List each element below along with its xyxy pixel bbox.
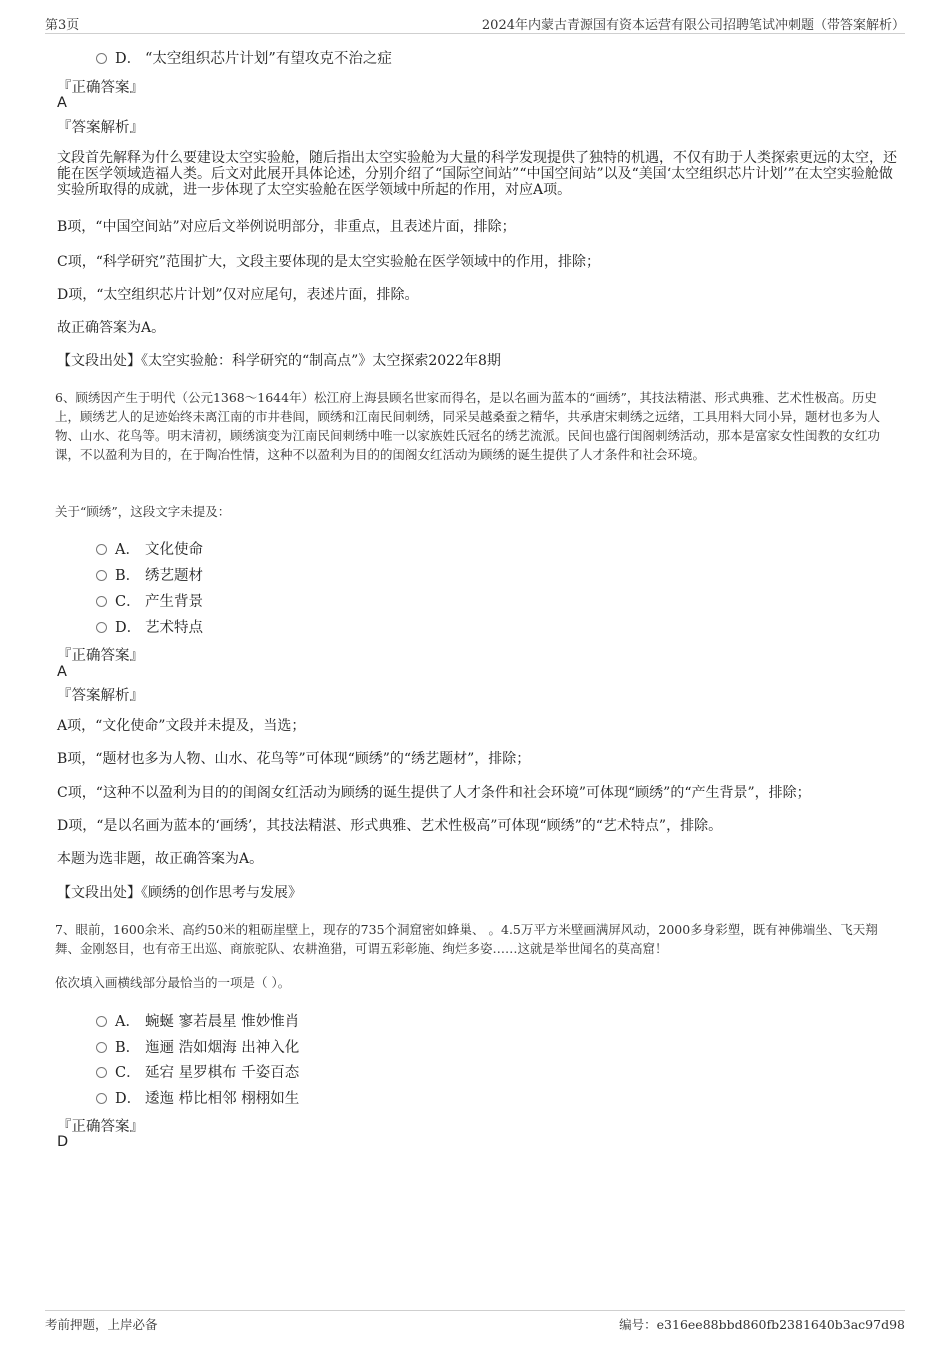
radio-icon[interactable] <box>96 1067 107 1078</box>
q6-analysis-a: A项，“文化使命”文段并未提及，当选； <box>57 718 306 734</box>
q5-answer-label: 『正确答案』 <box>57 80 144 96</box>
q7-option-d[interactable]: D． 逶迤 栉比相邻 栩栩如生 <box>96 1087 299 1108</box>
q6-option-b[interactable]: B． 绣艺题材 <box>96 564 203 585</box>
q5-source: 【文段出处】《太空实验舱：科学研究的“制高点”》太空探索2022年8期 <box>57 353 501 369</box>
q6-stem: 6、顾绣因产生于明代（公元1368～1644年）松江府上海县顾名世家而得名，是以名画为蓝本的“画绣”，其技法精湛、形式典雅、艺术性极高。历史上，顾绣艺人的足迹始终未离江南的市井巷闾，顾绣和江南民间刺绣，同采吴越桑蚕之精华，共承唐宋刺绣之远绪，工具用料大同小异，题材也多为人物、山水、花鸟等。明末清初，顾绣演变为江南民间刺绣中唯一以家族姓氏冠名的绣艺流派。民间也盛行闺阁刺绣活动，那本是富家女性闺教的女红功课，不以盈利为目的，在于陶冶性情，这种不以盈利为目的的闺阁女红活动为顾绣的诞生提供了人才条件和社会环境。 <box>55 390 881 462</box>
q5-conclusion: 故正确答案为A。 <box>57 320 166 336</box>
q6-analysis-d: D项，“是以名画为蓝本的‘画绣’，其技法精湛、形式典雅、艺术性极高”可体现“顾绣”的“艺术特点”，排除。 <box>57 818 723 834</box>
q5-analysis-d: D项，“太空组织芯片计划”仅对应尾句，表述片面，排除。 <box>57 287 419 303</box>
q7-question: 依次填入画横线部分最恰当的一项是（ ）。 <box>55 975 291 990</box>
radio-icon[interactable] <box>96 1042 107 1053</box>
q6-option-d[interactable]: D． 艺术特点 <box>96 616 203 637</box>
radio-icon[interactable] <box>96 570 107 581</box>
q6-answer: A <box>57 664 67 680</box>
q6-option-a[interactable]: A． 文化使命 <box>96 538 203 559</box>
q6-answer-label: 『正确答案』 <box>57 648 144 664</box>
q5-option-d[interactable]: D． “太空组织芯片计划”有望攻克不治之症 <box>96 47 392 68</box>
q6-option-c[interactable]: C． 产生背景 <box>96 590 203 611</box>
radio-icon[interactable] <box>96 1093 107 1104</box>
q7-option-a[interactable]: A． 蜿蜒 寥若晨星 惟妙惟肖 <box>96 1010 299 1031</box>
radio-icon[interactable] <box>96 544 107 555</box>
page-number: 第3页 <box>45 18 80 33</box>
q6-analysis-label: 『答案解析』 <box>57 688 144 704</box>
q5-analysis-c: C项，“科学研究”范围扩大，文段主要体现的是太空实验舱在医学领域中的作用，排除； <box>57 254 601 270</box>
document-id: 编号：e316ee88bbd860fb2381640b3ac97d98 <box>619 1317 905 1332</box>
radio-icon[interactable] <box>96 1016 107 1027</box>
q5-analysis-main: 文段首先解释为什么要建设太空实验舱，随后指出太空实验舱为大量的科学发现提供了独特的机遇，不仅有助于人类探索更远的太空，还能在医学领域造福人类。后文对此展开具体论述，分别介绍了“国际空间站”“中国空间站”以及“美国‘太空组织芯片计划’”在太空实验舱做实验所取得的成就，进一步体现了太空实验舱在医学领域中所起的作用，对应A项。 <box>57 150 897 198</box>
footer-slogan: 考前押题，上岸必备 <box>45 1317 158 1332</box>
q7-option-b[interactable]: B． 迤逦 浩如烟海 出神入化 <box>96 1036 299 1057</box>
page-footer <box>45 1310 905 1334</box>
q5-analysis-b: B项，“中国空间站”对应后文举例说明部分，非重点，且表述片面，排除； <box>57 219 516 235</box>
q7-answer-label: 『正确答案』 <box>57 1119 144 1135</box>
q6-analysis-c: C项，“这种不以盈利为目的的闺阁女红活动为顾绣的诞生提供了人才条件和社会环境”可体现“顾绣”的“产生背景”，排除； <box>57 785 811 801</box>
q5-answer: A <box>57 95 67 111</box>
q7-stem: 7、眼前，1600余米、高约50米的粗砺崖壁上，现存的735个洞窟密如蜂巢、 。4.5万平方米壁画满屏风动，2000多身彩塑，既有神佛端坐、飞天翔舞、金刚怒目，也有帝王出巡、商旅驼队、农耕渔猎，可谓五彩彰施、绚烂多姿……这就是举世闻名的莫高窟！ <box>55 922 878 956</box>
q6-source: 【文段出处】《顾绣的创作思考与发展》 <box>57 885 302 901</box>
q5-analysis-label: 『答案解析』 <box>57 120 144 136</box>
q6-conclusion: 本题为选非题，故正确答案为A。 <box>57 851 264 867</box>
q7-option-c[interactable]: C． 延宕 星罗棋布 千姿百态 <box>96 1061 299 1082</box>
radio-icon[interactable] <box>96 53 107 64</box>
q7-answer: D <box>57 1134 69 1150</box>
q6-analysis-b: B项，“题材也多为人物、山水、花鸟等”可体现“顾绣”的“绣艺题材”，排除； <box>57 751 531 767</box>
radio-icon[interactable] <box>96 622 107 633</box>
page-header <box>45 12 905 34</box>
radio-icon[interactable] <box>96 596 107 607</box>
q6-question: 关于“顾绣”，这段文字未提及： <box>55 504 231 519</box>
document-title: 2024年内蒙古青源国有资本运营有限公司招聘笔试冲刺题（带答案解析） <box>481 18 905 33</box>
